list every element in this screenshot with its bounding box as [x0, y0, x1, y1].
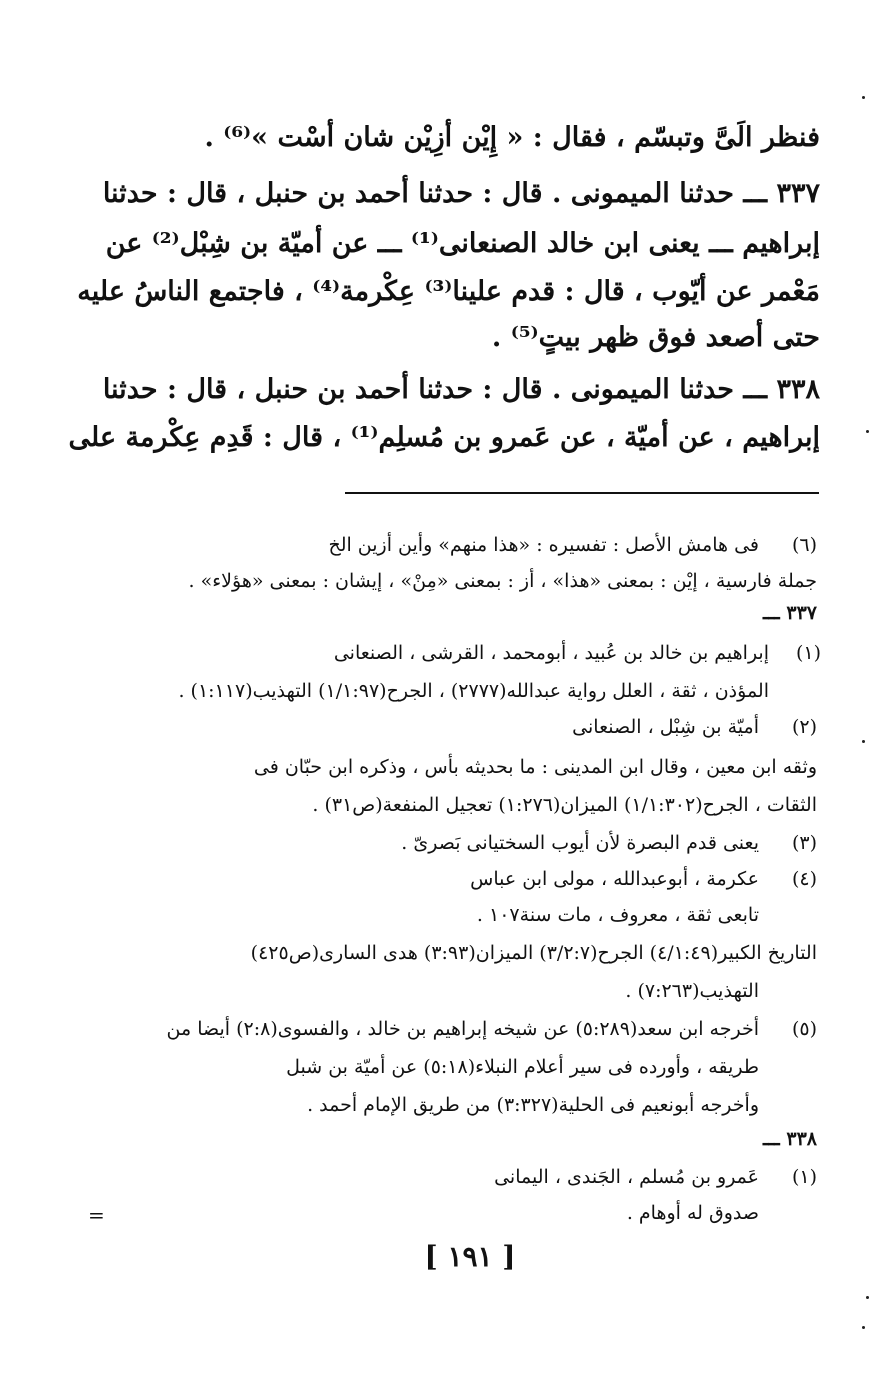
footnote-number: (٦) — [791, 534, 817, 556]
footnote-number: (٢) — [791, 716, 817, 738]
footnote-number: (١) — [795, 642, 821, 664]
main-line-2: ٣٣٧ ـــ حدثنا الميمونى . قال : حدثنا أحمد بن حنبل ، قال : حدثنا — [102, 178, 820, 209]
footnote-text: إبراهيم بن خالد بن عُبيد ، أبومحمد ، القرشى ، الصنعانى — [333, 642, 769, 664]
footnote-text: وثقه ابن معين ، وقال ابن المدينى : ما بحديثه بأس ، وذكره ابن حبّان فى — [253, 756, 817, 778]
main-line-1: فنظر الَىَّ وتبسّم ، فقال : « إِيْن أزِيْن شان أسْت »⁽⁶⁾ . — [204, 122, 820, 153]
footnote-section-heading: ٣٣٧ ـــ — [763, 602, 817, 624]
footnote-text: المؤذن ، ثقة ، العلل رواية عبدالله(٢٧٧٧) ، الجرح(١/١:٩٧) التهذيب(١:١١٧) . — [178, 680, 769, 702]
footnote-text: صدوق له أوهام . — [626, 1202, 759, 1224]
scan-speck — [866, 430, 869, 433]
footnote-text: طريقه ، وأورده فى سير أعلام النبلاء(٥:١٨) عن أميّة بن شبل — [286, 1056, 759, 1078]
footnote-text: التاريخ الكبير(٤/١:٤٩) الجرح(٣/٢:٧) الميزان(٣:٩٣) هدى السارى(ص٤٢٥) — [250, 942, 817, 964]
footnote-text: أميّة بن شِبْل ، الصنعانى — [572, 716, 759, 738]
footnote-text: أخرجه ابن سعد(٥:٢٨٩) عن شيخه إبراهيم بن خالد ، والفسوى(٢:٨) أيضا من — [166, 1018, 759, 1040]
footnote-number: (٥) — [791, 1018, 817, 1040]
scan-speck — [866, 1296, 869, 1299]
footnote-text: جملة فارسية ، إيْن : بمعنى «هذا» ، أز : بمعنى «مِنْ» ، إيشان : بمعنى «هؤلاء» . — [188, 570, 817, 592]
main-line-4: مَعْمر عن أيّوب ، قال : قدم علينا⁽³⁾ عِكْرمة⁽⁴⁾ ، فاجتمع الناسُ عليه — [77, 276, 820, 307]
footnote-text: عكرمة ، أبوعبدالله ، مولى ابن عباس — [470, 868, 759, 890]
main-line-5: حتى أصعد فوق ظهر بيتٍ⁽⁵⁾ . — [491, 322, 820, 353]
footnote-text: فى هامش الأصل : تفسيره : «هذا منهم» وأين أزين الخ — [328, 534, 759, 556]
footnote-number: (٣) — [791, 832, 817, 854]
footnote-number: (١) — [791, 1166, 817, 1188]
footnote-number: (٤) — [791, 868, 817, 890]
main-line-6: ٣٣٨ ـــ حدثنا الميمونى . قال : حدثنا أحمد بن حنبل ، قال : حدثنا — [102, 374, 820, 405]
scan-speck — [862, 1326, 865, 1329]
scan-speck — [862, 740, 865, 743]
main-line-3: إبراهيم ـــ يعنى ابن خالد الصنعانى⁽¹⁾ ـــ عن أميّة بن شِبْل⁽²⁾ عن — [105, 228, 820, 259]
page-number: [ ١٩١ ] — [424, 1240, 516, 1273]
footnote-text: عَمرو بن مُسلم ، الجَندى ، اليمانى — [494, 1166, 759, 1188]
margin-mark: = — [88, 1203, 105, 1227]
footnote-text: يعنى قدم البصرة لأن أيوب السختيانى بَصرىّ . — [401, 832, 759, 854]
main-line-7: إبراهيم ، عن أميّة ، عن عَمرو بن مُسلِم⁽¹⁾ ، قال : قَدِم عِكْرمة على — [68, 422, 820, 453]
footnote-text: تابعى ثقة ، معروف ، مات سنة١٠٧ . — [476, 904, 759, 926]
footnote-divider — [345, 492, 819, 494]
footnote-text: وأخرجه أبونعيم فى الحلية(٣:٣٢٧) من طريق الإمام أحمد . — [307, 1094, 759, 1116]
footnote-text: التهذيب(٧:٢٦٣) . — [625, 980, 759, 1002]
footnote-section-heading: ٣٣٨ ـــ — [763, 1128, 817, 1150]
footnote-text: الثقات ، الجرح(١/١:٣٠٢) الميزان(١:٢٧٦) تعجيل المنفعة(ص٣١) . — [312, 794, 817, 816]
scan-speck — [862, 96, 865, 99]
